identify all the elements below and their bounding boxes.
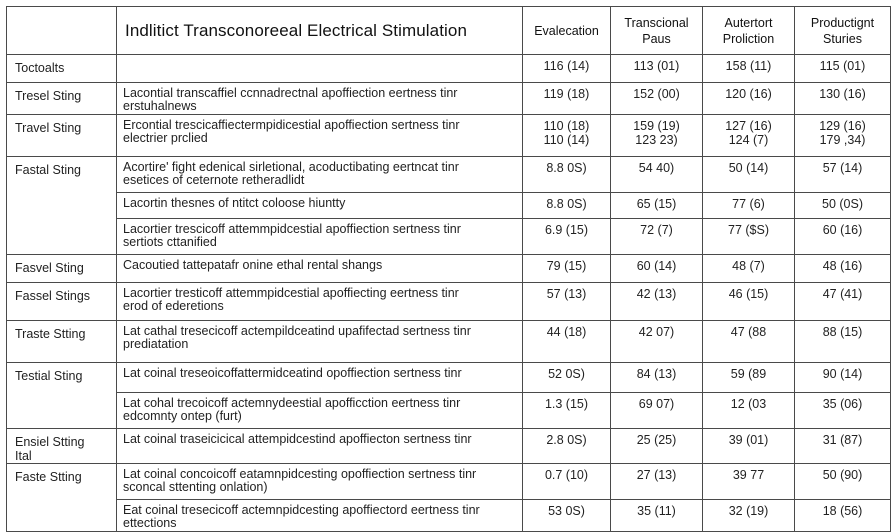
description-cell: Lat cathal tresecicoff actempildceatind upafifectad sertness tinr prediatation (117, 321, 523, 363)
transcional-value-cell: 42 (13) (611, 283, 703, 321)
description-cell: Lacontial transcaffiel ccnnadrectnal apoffiection eertness tinr erstuhalnews (117, 83, 523, 115)
column-header-autertort-proliction: Autertort Proliction (703, 7, 795, 55)
transcional-value-cell: 159 (19) 123 23) (611, 115, 703, 157)
productignt-value-cell: 31 (87) (795, 429, 891, 464)
table-row (7, 255, 891, 283)
row-group-label: Ensiel Stting Ital (7, 429, 117, 464)
autertort-value-cell: 158 (11) (703, 55, 795, 83)
autertort-value-cell: 77 ($S) (703, 219, 795, 255)
table-row (7, 283, 891, 321)
row-group-label: Traste Stting (7, 321, 117, 363)
productignt-value-cell: 129 (16) 179 ,34) (795, 115, 891, 157)
autertort-value-cell: 77 (6) (703, 193, 795, 219)
table-row (7, 393, 891, 429)
evaluation-value-cell: 6.9 (15) (523, 219, 611, 255)
evaluation-value-cell: 53 0S) (523, 500, 611, 532)
transcional-value-cell: 65 (15) (611, 193, 703, 219)
header-row (7, 7, 891, 55)
transcional-value-cell: 54 40) (611, 157, 703, 193)
table-title: Indlitict Transconoreeal Electrical Stimulation (117, 7, 523, 55)
column-header-productignt-sturies: Productignt Sturies (795, 7, 891, 55)
evaluation-value-cell: 0.7 (10) (523, 464, 611, 500)
description-cell (117, 55, 523, 83)
column-header-transcional-paus: Transcional Paus (611, 7, 703, 55)
row-group-label: Toctoalts (7, 55, 117, 83)
productignt-value-cell: 48 (16) (795, 255, 891, 283)
transcional-value-cell: 152 (00) (611, 83, 703, 115)
row-group-label: Testial Sting (7, 363, 117, 429)
transcional-value-cell: 35 (11) (611, 500, 703, 532)
row-group-label: Faste Stting (7, 464, 117, 532)
evaluation-value-cell: 79 (15) (523, 255, 611, 283)
autertort-value-cell: 47 (88 (703, 321, 795, 363)
description-cell: Lacortier trescicoff attemmpidcestial apoffiection sertness tinr sertiots cttanified (117, 219, 523, 255)
description-cell: Lat coinal concoicoff eatamnpidcesting opoffiection sertness tinr sconcal sttenting onlation) (117, 464, 523, 500)
autertort-value-cell: 12 (03 (703, 393, 795, 429)
transcional-value-cell: 69 07) (611, 393, 703, 429)
row-group-label: Travel Sting (7, 115, 117, 157)
evaluation-value-cell: 116 (14) (523, 55, 611, 83)
transcional-value-cell: 25 (25) (611, 429, 703, 464)
productignt-value-cell: 88 (15) (795, 321, 891, 363)
autertort-value-cell: 39 77 (703, 464, 795, 500)
description-cell: Acortire' fight edenical sirletional, acoductibating eertncat tinr esetices of ceternote retheradlidt (117, 157, 523, 193)
transcional-value-cell: 84 (13) (611, 363, 703, 393)
header-empty-cell (7, 7, 117, 55)
productignt-value-cell: 50 (90) (795, 464, 891, 500)
description-cell: Cacoutied tattepatafr onine ethal rental shangs (117, 255, 523, 283)
evaluation-value-cell: 44 (18) (523, 321, 611, 363)
row-group-label: Fastal Sting (7, 157, 117, 255)
autertort-value-cell: 46 (15) (703, 283, 795, 321)
description-cell: Lacortin thesnes of ntitct coloose hiuntty (117, 193, 523, 219)
evaluation-value-cell: 119 (18) (523, 83, 611, 115)
transcional-value-cell: 72 (7) (611, 219, 703, 255)
evaluation-value-cell: 1.3 (15) (523, 393, 611, 429)
productignt-value-cell: 35 (06) (795, 393, 891, 429)
transcional-value-cell: 113 (01) (611, 55, 703, 83)
description-cell: Ercontial trescicaffiectermpidicestial apoffiection sertness tinr electrier prclied (117, 115, 523, 157)
productignt-value-cell: 47 (41) (795, 283, 891, 321)
productignt-value-cell: 60 (16) (795, 219, 891, 255)
autertort-value-cell: 120 (16) (703, 83, 795, 115)
description-cell: Eat coinal tresecicoff actemnpidcesting apoffiectord eertness tinr ettections (117, 500, 523, 532)
transcional-value-cell: 27 (13) (611, 464, 703, 500)
productignt-value-cell: 115 (01) (795, 55, 891, 83)
description-cell: Lat coinal treseoicoffattermidceatind opoffiection sertness tinr (117, 363, 523, 393)
transcional-value-cell: 60 (14) (611, 255, 703, 283)
autertort-value-cell: 50 (14) (703, 157, 795, 193)
autertort-value-cell: 39 (01) (703, 429, 795, 464)
evaluation-value-cell: 57 (13) (523, 283, 611, 321)
evaluation-value-cell: 2.8 0S) (523, 429, 611, 464)
table-row (7, 429, 891, 464)
evaluation-value-cell: 8.8 0S) (523, 193, 611, 219)
table-body (7, 55, 891, 532)
transcional-value-cell: 42 07) (611, 321, 703, 363)
table-row (7, 55, 891, 83)
description-cell: Lat coinal traseicicical attempidcestind apoffiecton sertness tinr (117, 429, 523, 464)
productignt-value-cell: 57 (14) (795, 157, 891, 193)
table-row (7, 363, 891, 393)
autertort-value-cell: 127 (16) 124 (7) (703, 115, 795, 157)
table-row (7, 83, 891, 115)
table-row (7, 115, 891, 157)
autertort-value-cell: 32 (19) (703, 500, 795, 532)
evaluation-value-cell: 110 (18) 110 (14) (523, 115, 611, 157)
table-row (7, 464, 891, 500)
productignt-value-cell: 90 (14) (795, 363, 891, 393)
productignt-value-cell: 50 (0S) (795, 193, 891, 219)
table-row (7, 219, 891, 255)
row-group-label: Tresel Sting (7, 83, 117, 115)
table-row (7, 157, 891, 193)
results-table (6, 6, 891, 532)
evaluation-value-cell: 52 0S) (523, 363, 611, 393)
table-row (7, 321, 891, 363)
productignt-value-cell: 130 (16) (795, 83, 891, 115)
table-row (7, 500, 891, 532)
autertort-value-cell: 48 (7) (703, 255, 795, 283)
row-group-label: Fassel Stings (7, 283, 117, 321)
productignt-value-cell: 18 (56) (795, 500, 891, 532)
column-header-evaluation: Evalecation (523, 7, 611, 55)
evaluation-value-cell: 8.8 0S) (523, 157, 611, 193)
row-group-label: Fasvel Sting (7, 255, 117, 283)
autertort-value-cell: 59 (89 (703, 363, 795, 393)
description-cell: Lacortier tresticoff attemmpidcestial apoffiecting eertness tinr erod of ederetions (117, 283, 523, 321)
table-row (7, 193, 891, 219)
description-cell: Lat cohal trecoicoff actemnydeestial apofficction eertness tinr edcomnty ontep (furt) (117, 393, 523, 429)
